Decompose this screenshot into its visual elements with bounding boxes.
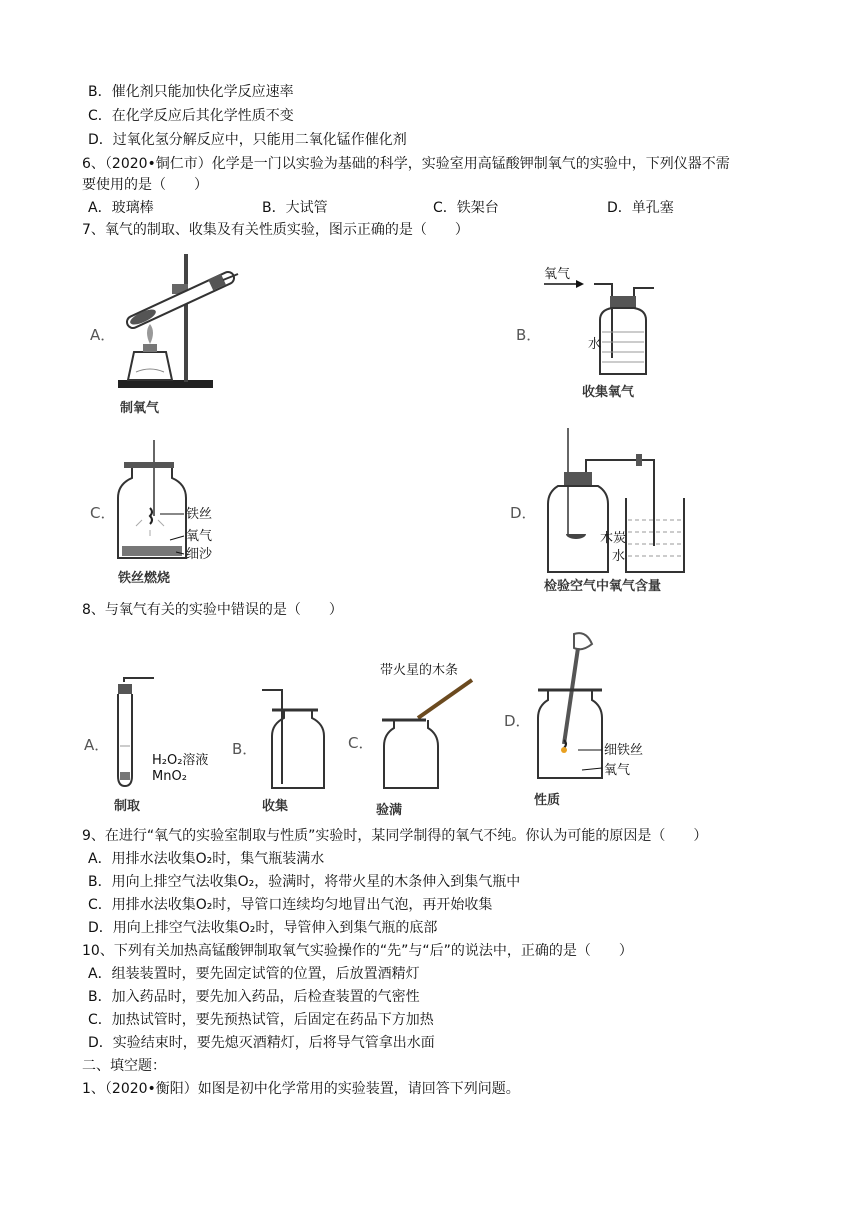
q7-fig-d-label-water: 水: [612, 549, 626, 564]
q8-fig-c-label-stick: 带火星的木条: [380, 663, 459, 678]
q9-option-b: B．用向上排空气法收集O₂，验满时，将带火星的木条伸入到集气瓶中: [88, 874, 521, 890]
q8-fig-c-caption: 验满: [376, 803, 403, 818]
q8-figure-a: [84, 676, 234, 820]
q8-fig-a-letter: A．: [84, 736, 110, 754]
q7-stem: 7、氧气的制取、收集及有关性质实验，图示正确的是（ ）: [82, 222, 469, 238]
q7-figure-d: [508, 426, 708, 596]
q7-fig-c-letter: C．: [90, 504, 116, 522]
q8-fig-a-label-catalyst: MnO₂: [152, 769, 187, 784]
q10-option-d: D．实验结束时，要先熄灭酒精灯，后将导气管拿出水面: [88, 1035, 435, 1051]
q7-fig-d-label-charcoal: 木炭: [600, 531, 627, 546]
q8-figure-d: [502, 630, 682, 816]
q8-fig-d-letter: D．: [504, 712, 531, 730]
q10-stem: 10、下列有关加热高锰酸钾制取氧气实验操作的“先”与“后”的说法中，正确的是（ ）: [82, 943, 633, 959]
q7-fig-b-caption: 收集氧气: [582, 385, 635, 400]
q10-option-b: B．加入药品时，要先加入药品，后检查装置的气密性: [88, 989, 420, 1005]
q7-fig-b-label-gas: 氧气: [544, 267, 571, 282]
q7-figure-c: [88, 436, 268, 588]
q7-figure-b: [514, 262, 674, 402]
q7-fig-a-letter: A．: [90, 326, 116, 344]
q8-fig-b-letter: B．: [232, 740, 258, 758]
prev-option-c: C．在化学反应后其化学性质不变: [88, 108, 294, 124]
q8-fig-d-label-gas: 氧气: [604, 763, 631, 778]
q7-fig-d-letter: D．: [510, 504, 537, 522]
q6-option-a: A．玻璃棒: [88, 200, 154, 216]
prev-option-d: D．过氧化氢分解反应中，只能用二氧化锰作催化剂: [88, 132, 407, 148]
q8-figure-b: [232, 684, 342, 820]
prev-option-b: B．催化剂只能加快化学反应速率: [88, 84, 294, 100]
q6-option-b: B．大试管: [262, 200, 328, 216]
q8-fig-a-label-solution: H₂O₂溶液: [152, 753, 209, 768]
q7-fig-a-caption: 制氧气: [120, 401, 160, 416]
q9-option-a: A．用排水法收集O₂时，集气瓶装满水: [88, 851, 325, 867]
q7-fig-c-label-sand: 细沙: [186, 547, 213, 562]
q6-option-d: D．单孔塞: [607, 200, 674, 216]
fill1-stem: 1、（2020•衡阳）如图是初中化学常用的实验装置，请回答下列问题。: [82, 1081, 520, 1097]
q9-option-c: C．用排水法收集O₂时，导管口连续均匀地冒出气泡，再开始收集: [88, 897, 493, 913]
q8-stem: 8、与氧气有关的实验中错误的是（ ）: [82, 602, 343, 618]
q7-fig-b-letter: B．: [516, 326, 542, 344]
q8-fig-b-caption: 收集: [262, 799, 289, 814]
q9-option-d: D．用向上排空气法收集O₂时，导管伸入到集气瓶的底部: [88, 920, 438, 936]
q8-fig-d-label-wire: 细铁丝: [604, 743, 644, 758]
q7-fig-b-label-water: 水: [588, 337, 602, 352]
q8-fig-c-letter: C．: [348, 734, 374, 752]
q6-option-c: C．铁架台: [433, 200, 499, 216]
q7-fig-c-caption: 铁丝燃烧: [118, 571, 171, 586]
q6-stem-line1: 6、（2020•铜仁市）化学是一门以实验为基础的科学，实验室用高锰酸钾制氧气的实验中，下列仪器不需: [82, 156, 730, 172]
q6-stem-line2: 要使用的是（ ）: [82, 177, 208, 193]
q7-fig-c-label-wire: 铁丝: [186, 507, 213, 522]
q7-figure-a: [88, 248, 268, 420]
q9-stem: 9、在进行“氧气的实验室制取与性质”实验时，某同学制得的氧气不纯。你认为可能的原因是（ ）: [82, 828, 708, 844]
q7-fig-d-caption: 检验空气中氧气含量: [544, 579, 662, 594]
q8-figure-c: [340, 656, 500, 820]
q7-fig-c-label-gas: 氧气: [186, 529, 213, 544]
section-title: 二、填空题：: [82, 1058, 166, 1074]
q8-fig-a-caption: 制取: [114, 799, 141, 814]
q10-option-a: A．组装装置时，要先固定试管的位置，后放置酒精灯: [88, 966, 420, 982]
q10-option-c: C．加热试管时，要先预热试管，后固定在药品下方加热: [88, 1012, 434, 1028]
q8-fig-d-caption: 性质: [534, 793, 561, 808]
